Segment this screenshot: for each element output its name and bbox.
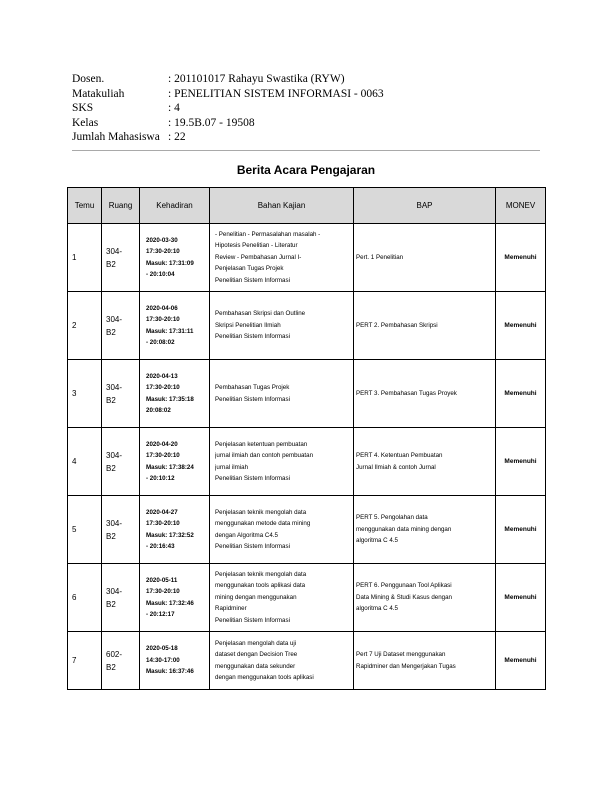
cell-monev: Memenuhi: [496, 292, 546, 360]
info-row: [72, 72, 384, 87]
cell-bap: [354, 224, 496, 292]
kehadiran-line: Masuk: 17:32:52: [146, 531, 194, 539]
bahan-kajian-line: Penelitian Sistem Informasi: [215, 543, 290, 550]
info-label: Kelas: [72, 116, 99, 129]
cell-monev: Memenuhi: [496, 224, 546, 292]
cell-ruang: [102, 564, 140, 632]
table-row: [68, 428, 546, 496]
kehadiran-line: - 20:16:43: [146, 543, 175, 550]
kehadiran-line: Masuk: 16:37:46: [146, 668, 194, 676]
cell-bap: [354, 564, 496, 632]
cell-monev: Memenuhi: [496, 496, 546, 564]
ruang-line: B2: [106, 395, 116, 405]
cell-ruang: [102, 496, 140, 564]
info-value: : PENELITIAN SISTEM INFORMASI - 0063: [168, 87, 384, 100]
bahan-kajian-line: jurnal ilmiah dan contoh pembuatan: [215, 452, 314, 459]
cell-temu: 6: [68, 564, 102, 632]
col-header-bap: BAP: [354, 188, 496, 224]
kehadiran-line: 2020-05-18: [146, 645, 178, 653]
cell-bahan-kajian: [210, 224, 354, 292]
bap-line: PERT 4. Ketentuan Pembuatan: [356, 452, 443, 459]
ruang-line: 304-: [106, 450, 123, 460]
kehadiran-line: - 20:10:12: [146, 475, 175, 482]
info-row: [72, 116, 384, 131]
bap-line: Pert. 1 Penelitian: [356, 253, 404, 261]
cell-temu: 7: [68, 632, 102, 690]
cell-temu: 2: [68, 292, 102, 360]
info-row: [72, 87, 384, 102]
bahan-kajian-line: menggunakan metode data mining: [215, 520, 311, 527]
bahan-kajian-line: Pembahasan Skripsi dan Outline: [215, 310, 306, 318]
ruang-line: 304-: [106, 382, 123, 392]
cell-monev: Memenuhi: [496, 428, 546, 496]
cell-kehadiran: [140, 428, 210, 496]
bahan-kajian-line: Penjelasan Tugas Projek: [215, 265, 284, 273]
bahan-kajian-line: Penelitian Sistem Informasi: [215, 616, 290, 624]
kehadiran-line: 2020-04-27: [146, 508, 178, 516]
info-value: : 22: [168, 131, 186, 143]
ruang-line: 304-: [106, 518, 123, 528]
kehadiran-line: 2020-04-06: [146, 304, 178, 312]
cell-kehadiran: [140, 360, 210, 428]
ruang-line: 304-: [106, 314, 123, 324]
ruang-line: B2: [106, 662, 116, 672]
ruang-line: B2: [106, 327, 116, 337]
kehadiran-line: 17:30-20:10: [146, 316, 180, 323]
document-title: Berita Acara Pengajaran: [236, 163, 376, 177]
bahan-kajian-line: dataset dengan Decision Tree: [215, 651, 298, 658]
bap-line: Jurnal Ilmiah & contoh Jurnal: [356, 463, 436, 471]
cell-temu: 1: [68, 224, 102, 292]
cell-temu: 5: [68, 496, 102, 564]
info-label: Dosen.: [72, 73, 105, 85]
cell-kehadiran: [140, 632, 210, 690]
bahan-kajian-line: Penjelasan ketentuan pembuatan: [215, 440, 308, 448]
course-info: [72, 72, 384, 145]
ruang-line: 304-: [106, 246, 123, 256]
bahan-kajian-line: Penelitian Sistem Informasi: [215, 276, 290, 284]
bap-line: menggunakan data mining dengan: [356, 525, 452, 533]
cell-ruang: [102, 292, 140, 360]
info-label: SKS: [72, 102, 94, 114]
cell-bap: [354, 632, 496, 690]
cell-monev: Memenuhi: [496, 564, 546, 632]
table-row: [68, 632, 546, 690]
kehadiran-line: 17:30-20:10: [146, 452, 180, 459]
bahan-kajian-line: - Penelitian - Permasalahan masalah -: [215, 230, 321, 238]
cell-ruang: [102, 428, 140, 496]
bahan-kajian-line: Penelitian Sistem Informasi: [215, 475, 290, 482]
bap-line: PERT 2. Pembahasan Skripsi: [356, 321, 438, 329]
bap-line: PERT 6. Penggunaan Tool Aplikasi: [356, 582, 452, 590]
table-row: [68, 224, 546, 292]
ruang-line: B2: [106, 259, 116, 269]
cell-monev: Memenuhi: [496, 632, 546, 690]
table-row: [68, 496, 546, 564]
cell-bap: [354, 428, 496, 496]
cell-bahan-kajian: [210, 360, 354, 428]
kehadiran-line: 17:30-20:10: [146, 384, 180, 391]
info-label: Matakuliah: [72, 87, 125, 100]
col-header-ruang: Ruang: [102, 188, 140, 224]
bap-line: Pert 7 Uji Dataset menggunakan: [356, 651, 446, 658]
info-row: [72, 101, 384, 116]
bahan-kajian-line: Pembahasan Tugas Projek: [215, 384, 290, 391]
info-value: : 4: [168, 102, 180, 114]
cell-kehadiran: [140, 224, 210, 292]
bahan-kajian-line: Penelitian Sistem Informasi: [215, 395, 290, 403]
cell-monev: Memenuhi: [496, 360, 546, 428]
kehadiran-line: - 20:12:17: [146, 611, 175, 618]
col-header-temu: Temu: [68, 188, 102, 224]
bahan-kajian-line: Penelitian Sistem Informasi: [215, 333, 290, 341]
bap-line: algoritma C 4.5: [356, 605, 398, 613]
col-header-monev: MONEV: [496, 188, 546, 224]
kehadiran-line: 17:30-20:10: [146, 520, 180, 527]
kehadiran-line: 17:30-20:10: [146, 248, 180, 255]
col-header-kehadiran: Kehadiran: [140, 188, 210, 224]
divider-line: [72, 150, 540, 151]
info-row: [72, 130, 384, 145]
bap-line: algoritma C 4.5: [356, 537, 398, 545]
bahan-kajian-line: Rapidminer: [215, 605, 247, 613]
kehadiran-line: Masuk: 17:32:46: [146, 599, 194, 607]
cell-bap: [354, 360, 496, 428]
cell-bahan-kajian: [210, 632, 354, 690]
teaching-record-table: [67, 187, 546, 690]
bap-line: PERT 5. Pengolahan data: [356, 514, 428, 522]
bahan-kajian-line: Hipotesis Penelitian - Literatur: [215, 242, 298, 250]
bahan-kajian-line: menggunakan tools aplikasi data: [215, 582, 306, 590]
cell-bahan-kajian: [210, 292, 354, 360]
cell-temu: 3: [68, 360, 102, 428]
info-label: Jumlah Mahasiswa: [72, 131, 160, 143]
bahan-kajian-line: Penjelasan teknik mengolah data: [215, 508, 307, 516]
cell-bahan-kajian: [210, 428, 354, 496]
table-header-row: [68, 188, 546, 224]
bahan-kajian-line: dengan menggunakan tools aplikasi: [215, 674, 314, 681]
ruang-line: B2: [106, 599, 116, 609]
kehadiran-line: 2020-04-20: [146, 440, 178, 448]
bahan-kajian-line: menggunakan data sekunder: [215, 662, 296, 670]
cell-kehadiran: [140, 564, 210, 632]
kehadiran-line: 2020-05-11: [146, 576, 178, 584]
bap-line: PERT 3. Pembahasan Tugas Proyek: [356, 389, 457, 397]
cell-ruang: [102, 632, 140, 690]
cell-bap: [354, 496, 496, 564]
ruang-line: 602-: [106, 649, 123, 659]
bahan-kajian-line: Penjelasan teknik mengolah data: [215, 570, 307, 578]
kehadiran-line: Masuk: 17:31:11: [146, 327, 194, 335]
bahan-kajian-line: jurnal ilmiah: [215, 463, 249, 471]
bap-line: Data Mining & Studi Kasus dengan: [356, 593, 452, 601]
kehadiran-line: 20:08:02: [146, 407, 171, 414]
info-value: : 19.5B.07 - 19508: [168, 116, 255, 129]
bahan-kajian-line: Skripsi Penelitian Ilmiah: [215, 321, 281, 329]
kehadiran-line: Masuk: 17:35:18: [146, 395, 194, 403]
info-value: : 201101017 Rahayu Swastika (RYW): [168, 73, 345, 85]
kehadiran-line: 2020-03-30: [146, 236, 178, 244]
cell-ruang: [102, 224, 140, 292]
cell-bahan-kajian: [210, 496, 354, 564]
kehadiran-line: 14:30-17:00: [146, 656, 180, 664]
ruang-line: B2: [106, 463, 116, 473]
ruang-line: 304-: [106, 586, 123, 596]
bahan-kajian-line: mining dengan menggunakan: [215, 593, 297, 601]
bahan-kajian-line: dengan Algoritma C4.5: [215, 531, 278, 539]
table-row: [68, 292, 546, 360]
kehadiran-line: 17:30-20:10: [146, 588, 180, 595]
bahan-kajian-line: Penjelasan mengolah data uji: [215, 639, 297, 647]
cell-bap: [354, 292, 496, 360]
table-row: [68, 564, 546, 632]
kehadiran-line: - 20:10:04: [146, 271, 175, 278]
cell-kehadiran: [140, 496, 210, 564]
ruang-line: B2: [106, 531, 116, 541]
cell-temu: 4: [68, 428, 102, 496]
kehadiran-line: - 20:08:02: [146, 339, 175, 346]
cell-bahan-kajian: [210, 564, 354, 632]
col-header-bahan-kajian: Bahan Kajian: [210, 188, 354, 224]
bap-line: Rapidminer dan Mengerjakan Tugas: [356, 662, 456, 670]
kehadiran-line: 2020-04-13: [146, 372, 178, 380]
cell-ruang: [102, 360, 140, 428]
bahan-kajian-line: Review - Pembahasan Jurnal I-: [215, 253, 302, 261]
kehadiran-line: Masuk: 17:31:09: [146, 259, 194, 267]
table-row: [68, 360, 546, 428]
kehadiran-line: Masuk: 17:38:24: [146, 463, 194, 471]
cell-kehadiran: [140, 292, 210, 360]
